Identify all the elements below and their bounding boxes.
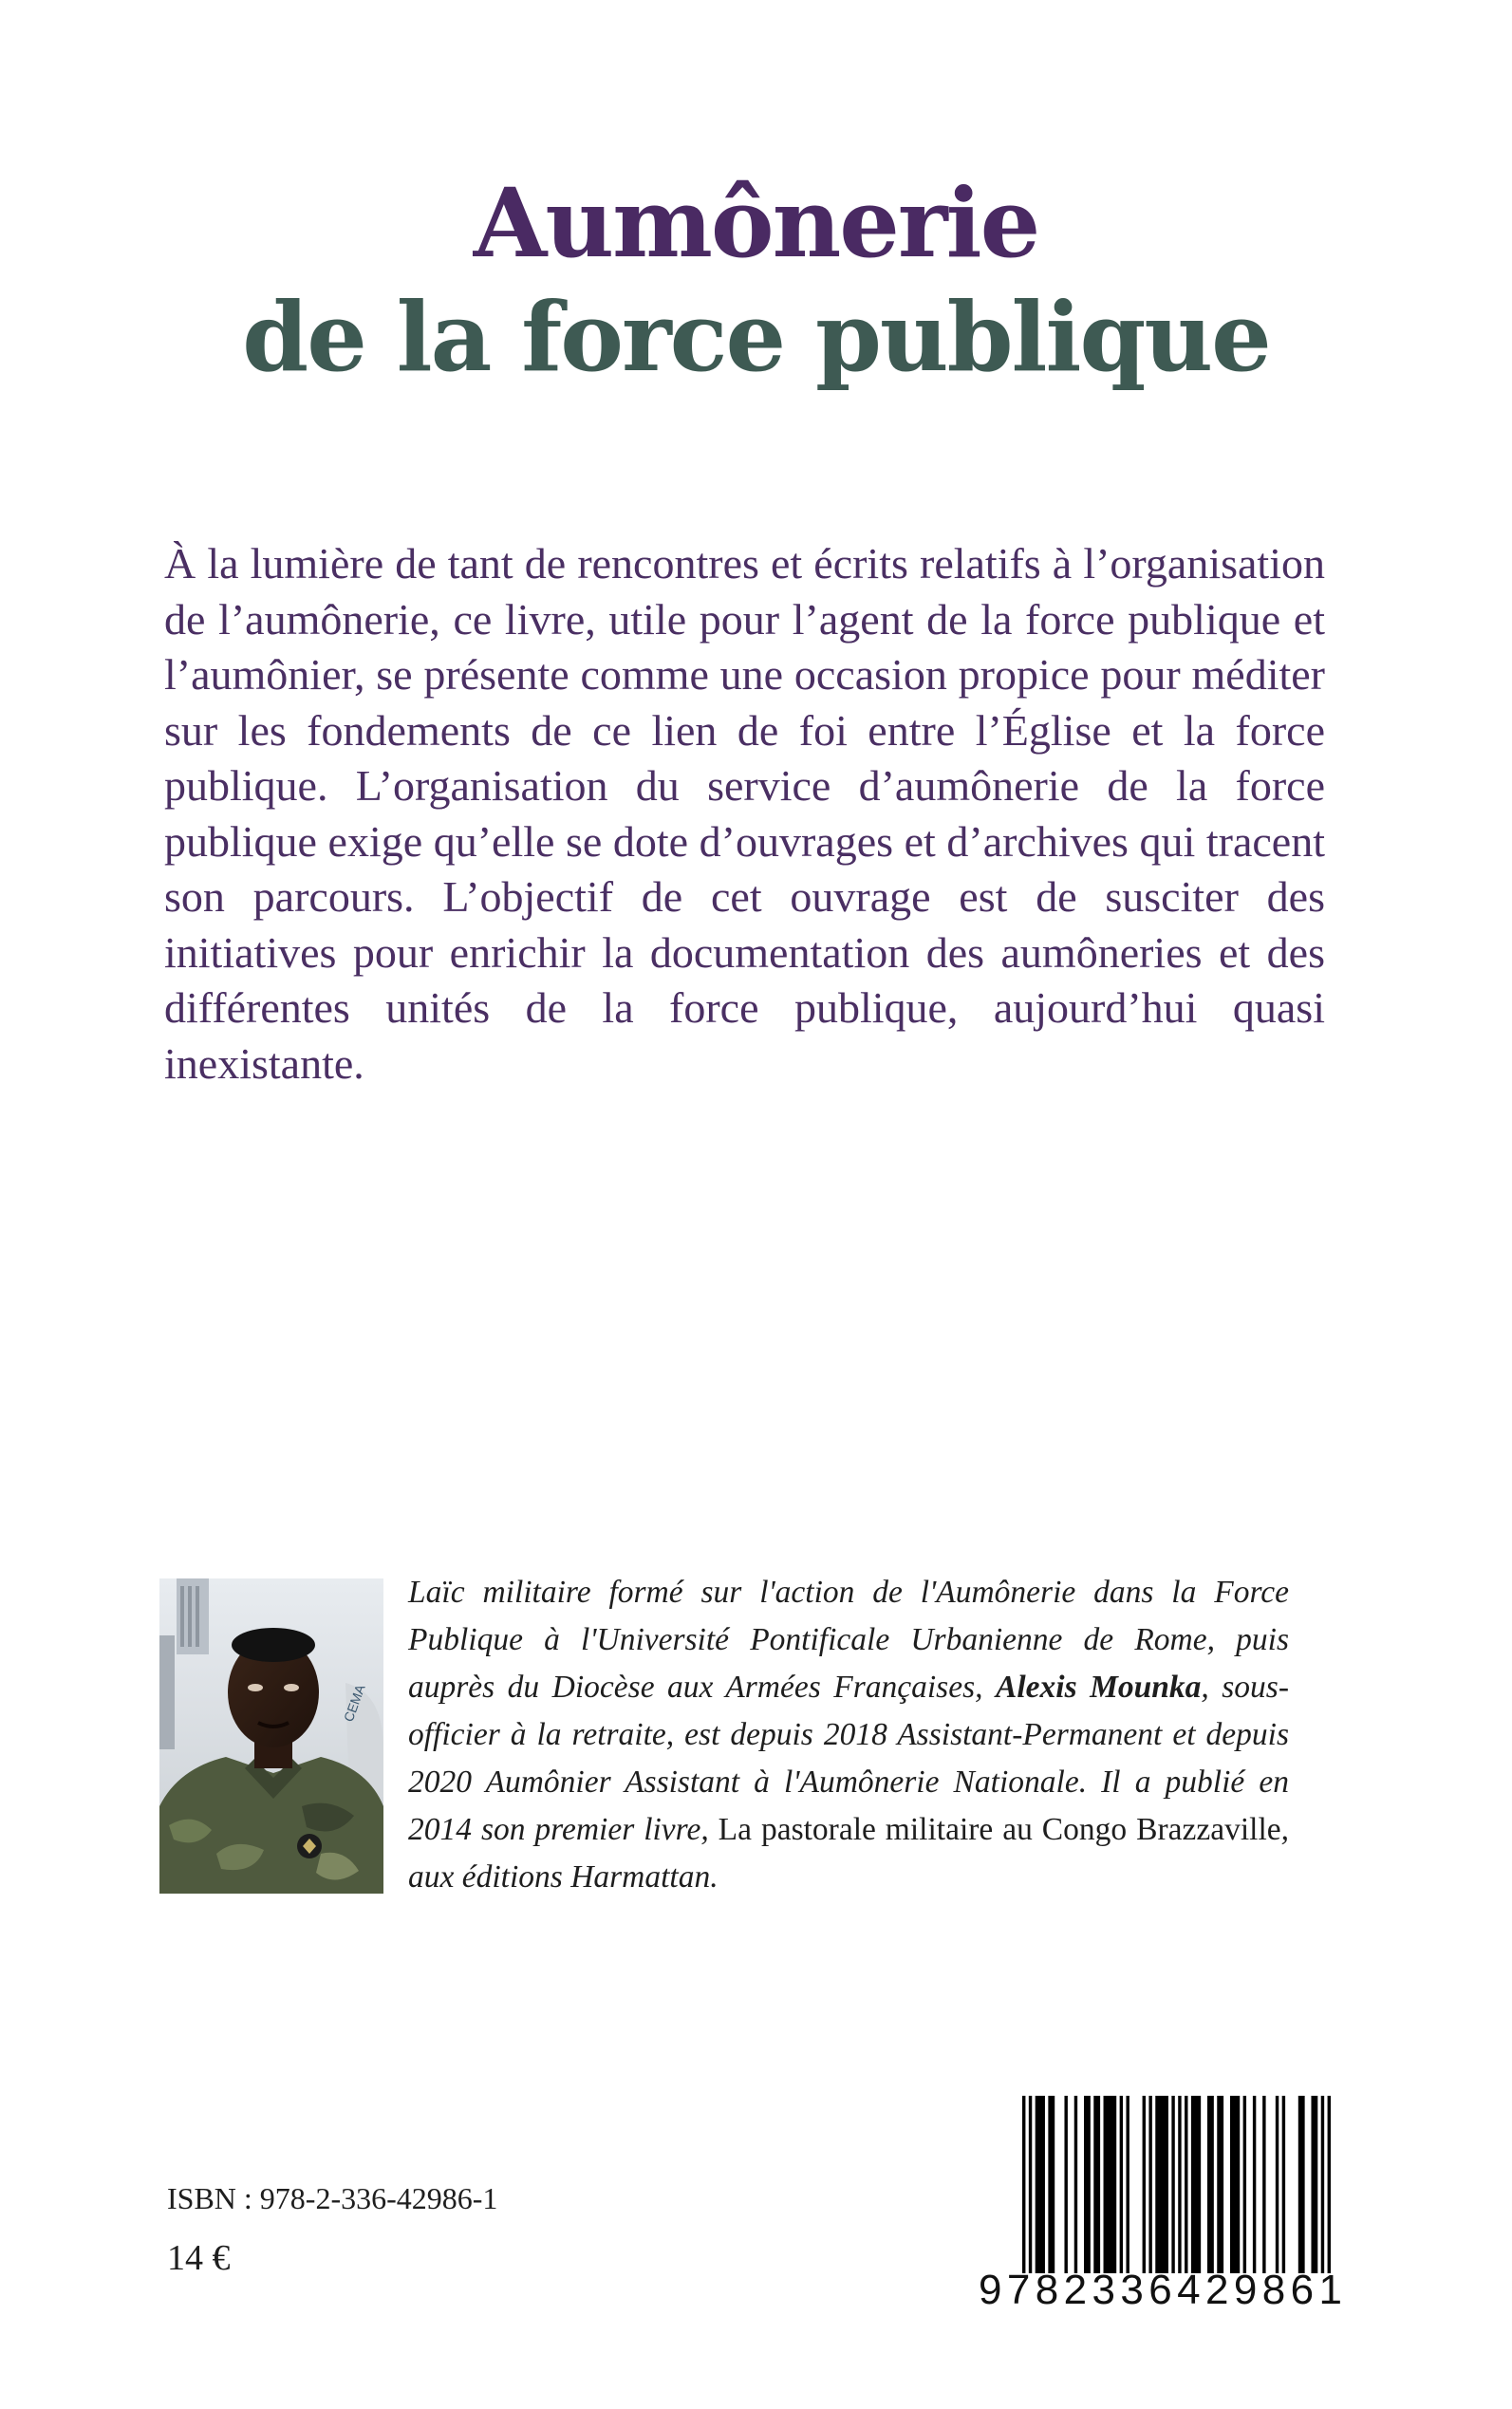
barcode-bar [1084,2096,1091,2273]
bio-part-3: , aux éditions Harmattan. [408,1812,1289,1895]
barcode-bar [1321,2096,1324,2273]
bio-part-1: Laïc militaire formé sur l'action de l'Aumônerie dans la Force Publique à l'Université Pontificale Urbanienne de Rome, puis auprès du Diocèse aux Armées Françaises, [408,1575,1289,1705]
barcode-bar [1262,2096,1265,2273]
barcode-bar [1191,2096,1201,2273]
barcode-bar [1022,2096,1025,2273]
isbn-barcode [1022,2096,1331,2273]
author-name: Alexis Mounka [996,1670,1202,1705]
barcode-digits: 9782336429861 [979,2267,1348,2313]
barcode-bar [1148,2096,1151,2273]
barcode-bar [1048,2096,1055,2273]
barcode-bar [1328,2096,1331,2273]
back-cover-blurb: À la lumière de tant de rencontres et écrits relatifs à l’organisation de l’aumônerie, ce livre, utile pour l’agent de la force publique et l’aumônier, se présente comme une occasion propice pour méditer sur les fondements de ce lien de foi entre l’Église et la force publique. L’organisation du service d’aumônerie de la force publique exige qu’elle se dote d’ouvrages et d’archives qui tracent son parcours. L’objectif de cet ouvrage est de susciter des initiatives pour enrichir la documentation des aumôneries et des différentes unités de la force publique, aujourd’hui quasi inexistante. [164,539,1325,1088]
isbn-label: ISBN : 978-2-336-42986-1 [167,2181,498,2215]
barcode-bar [1282,2096,1285,2273]
barcode-bar [1036,2096,1045,2273]
barcode-bar [1243,2096,1246,2273]
barcode-bar [1120,2096,1123,2273]
barcode-bar [1207,2096,1214,2273]
photo-sign-text: CEMA [340,1682,368,1725]
barcode-bar [1143,2096,1146,2273]
previous-book-title: La pastorale militaire au Congo Brazzaville [718,1812,1281,1847]
barcode-bar [1298,2096,1305,2273]
barcode-bar [1178,2096,1181,2273]
barcode-bar [1093,2096,1100,2273]
barcode-bar [1185,2096,1187,2273]
author-photo [159,1578,383,1894]
bio-part-2: , sous-officier à la retraite, est depuis 2018 Assistant-Permanent et depuis 2020 Aumônier Assistant à l'Aumônerie Nationale. Il a publié en 2014 son premier livre, [408,1670,1289,1847]
book-title-line-1: Aumônerie [473,167,1039,279]
barcode-bar [1126,2096,1129,2273]
barcode-bar [1029,2096,1032,2273]
barcode-bar [1311,2096,1317,2273]
barcode-bar [1230,2096,1240,2273]
barcode-bar [1217,2096,1223,2273]
barcode-bar [1104,2096,1117,2273]
barcode-bar [1064,2096,1067,2273]
barcode-bar [1171,2096,1174,2273]
author-biography [408,1569,1289,1901]
book-title-line-2: de la force publique [242,281,1270,393]
price-label: 14 € [167,2238,231,2278]
barcode-bar [1074,2096,1077,2273]
barcode-bar [1155,2096,1168,2273]
barcode-bar [1276,2096,1279,2273]
barcode-bar [1253,2096,1256,2273]
